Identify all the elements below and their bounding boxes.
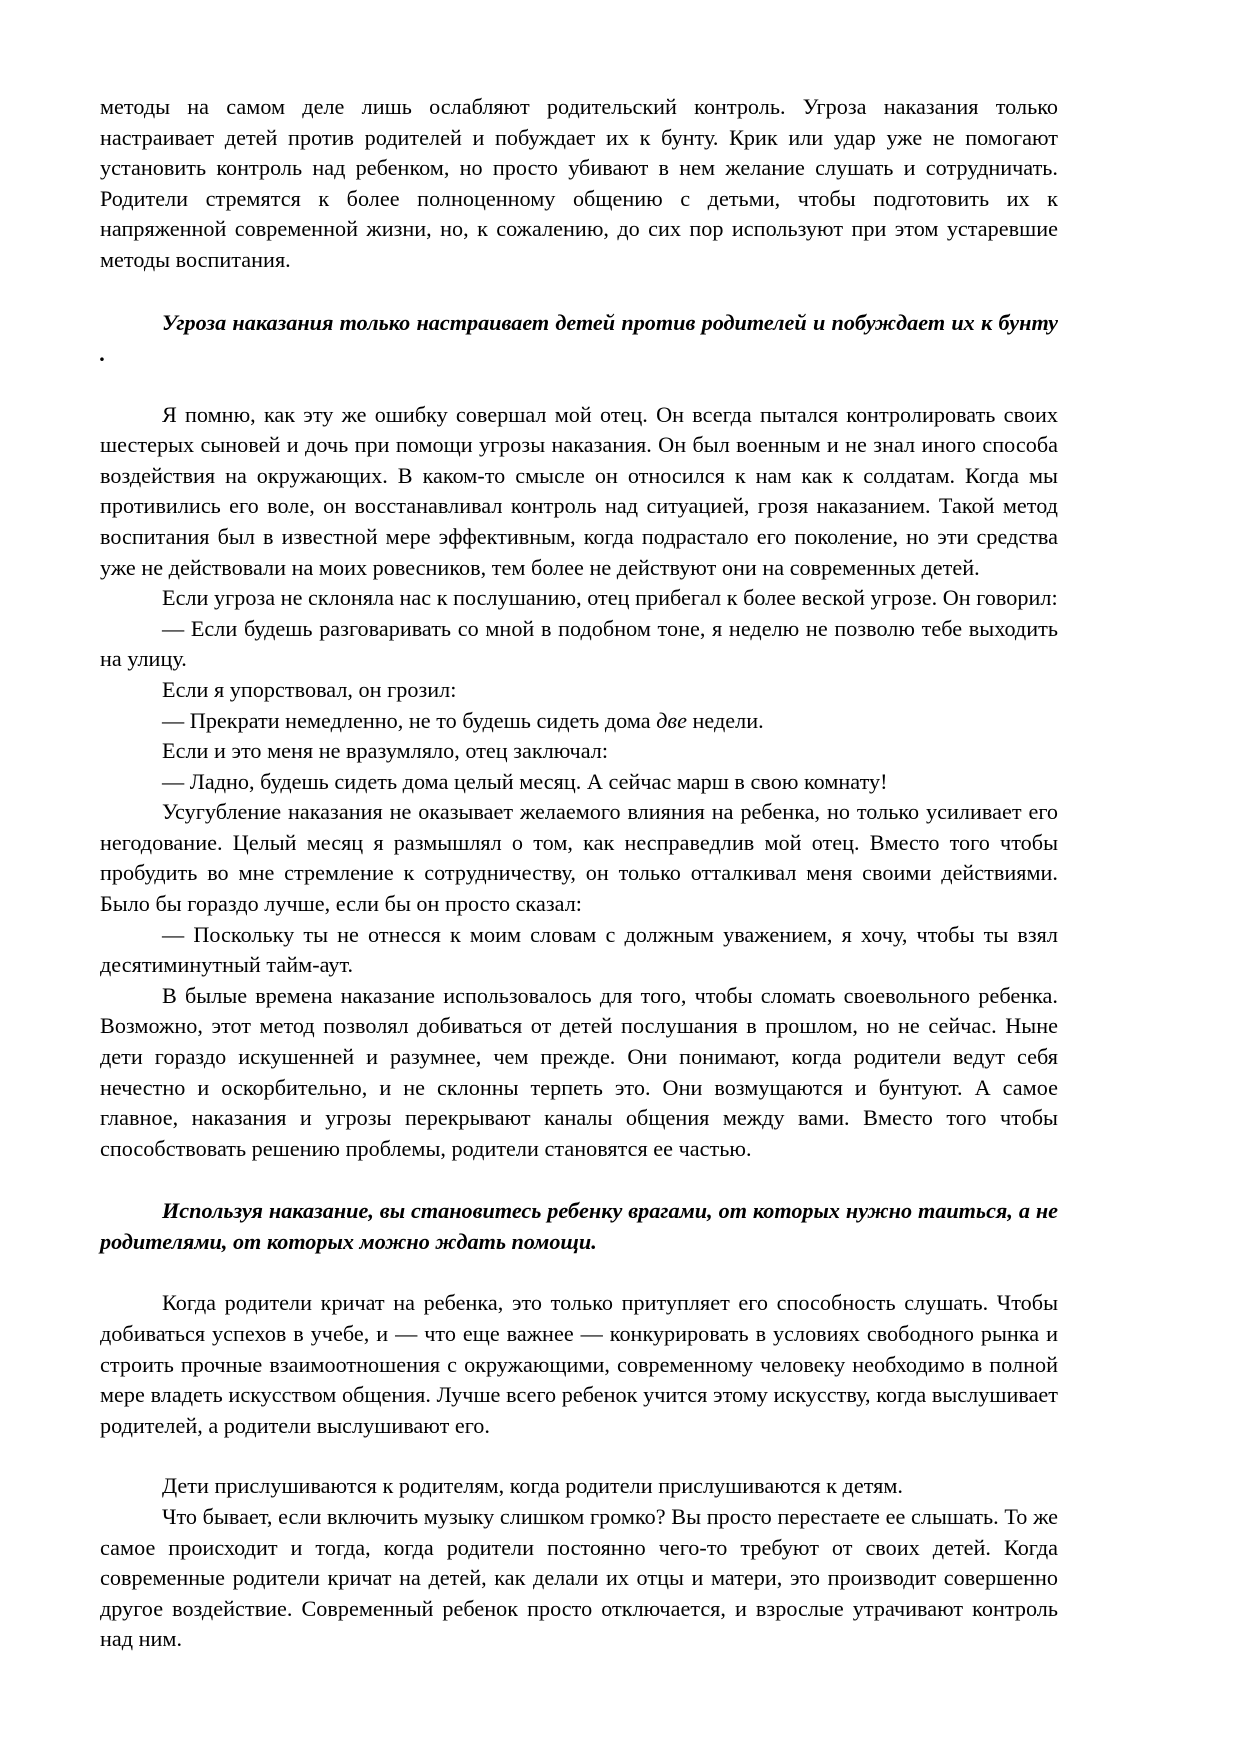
paragraph-if-that-failed: Если и это меня не вразумляло, отец заключал: [162,738,609,764]
paragraph-yelling-dulls-listening: Когда родители кричат на ребенка, это только притупляет его способность слушать. Чтобы добиваться успехов в учебе, и — что еще важнее — конкурировать в условиях свободного рынка и строить прочные взаимоотношения с окружающими, современному человеку необходимо в полной мере владеть искусством общения. Лучше всего ребенок учится этому искусству, когда выслушивает родителей, а родители выслушивают его. [100,1290,1058,1438]
spacer-before-quote-2 [100,1164,1058,1195]
dialogue-run-1: — Прекрати немедленно, не то будешь сидеть дома [162,707,657,733]
paragraph-loud-music-analogy: Что бывает, если включить музыку слишком громко? Вы просто перестаете ее слышать. То же самое происходит и тогда, когда родители постоянно чего-то требуют от своих детей. Когда современные родители кричат на детей, как делали их отцы и матери, это производит совершенно другое воздействие. Современный ребенок просто отключается, и взрослые утрачивают контроль над ним. [100,1503,1058,1652]
page-text-body [100,92,1058,1655]
dialogue-line-two-weeks [100,706,1058,737]
spacer-after-quote-2 [100,1257,1058,1288]
spacer-before-quote-1 [100,276,1058,307]
emphasis-word-two: две [656,707,687,733]
paragraph-father-memory: Я помню, как эту же ошибку совершал мой отец. Он всегда пытался контролировать своих шестерых сыновей и дочь при помощи угрозы наказания. Он был военным и не знал иного способа воздействия на окружающих. В каком-то смысле он относился к нам как к солдатам. Когда мы противились его воле, он восстанавливал контроль над ситуацией, грозя наказанием. Такой метод воспитания был в известной мере эффективным, когда подрастало его поколение, но эти средства уже не действовали на моих ровесников, тем более не действуют они на современных детей. [100,401,1058,580]
paragraph-punishment-escalation-effect: Усугубление наказания не оказывает желаемого влияния на ребенка, но только усиливает его негодование. Целый месяц я размышлял о том, как несправедлив мой отец. Вместо того чтобы пробудить во мне стремление к сотрудничеству, он только отталкивал меня своими действиями. Было бы гораздо лучше, если бы он просто сказал: [100,799,1058,917]
pull-quote-2: Используя наказание, вы становитесь ребенку врагами, от которых нужно таиться, а не родителями, от которых можно ждать помощи. [100,1198,1058,1255]
paragraph-continuation: методы на самом деле лишь ослабляют родительский контроль. Угроза наказания только настраивает детей против родителей и побуждает их к бунту. Крик или удар уже не помогают установить контроль над ребенком, но просто убивают в нем желание слушать и сотрудничать. Родители стремятся к более полноценному общению с детьми, чтобы подготовить их к напряженной современной жизни, но, к сожалению, до сих пор используют при этом устаревшие методы воспитания. [100,94,1058,272]
paragraph-old-times-punishment: В былые времена наказание использовалось для того, чтобы сломать своевольного ребенка. Возможно, этот метод позволял добиваться от детей послушания в прошлом, но не сейчас. Ныне дети гораздо искушенней и разумнее, чем прежде. Они понимают, когда родители ведут себя нечестно и оскорбительно, и не склонны терпеть это. Они возмущаются и бунтуют. А самое главное, наказания и угрозы перекрывают каналы общения между вами. Вместо того чтобы способствовать решению проблемы, родители становятся ее частью. [100,982,1058,1161]
dialogue-line-timeout: — Поскольку ты не отнесся к моим словам с должным уважением, я хочу, чтобы ты взял десятиминутный тайм-аут. [100,921,1058,978]
dialogue-run-3: недели. [686,707,764,733]
paragraph-threat-escalation: Если угроза не склоняла нас к послушанию, отец прибегал к более веской угрозе. Он говорил: [162,585,1058,611]
spacer-after-quote-1 [100,369,1058,400]
paragraph-if-i-persisted: Если я упорствовал, он грозил: [162,676,457,702]
pull-quote-1: Угроза наказания только настраивает детей против родителей и побуждает их к бунту . [100,309,1058,366]
paragraph-children-listen-maxim: Дети прислушиваются к родителям, когда родители прислушиваются к детям. [162,1473,904,1499]
spacer-before-maxim [100,1441,1058,1471]
dialogue-line-whole-month: — Ладно, будешь сидеть дома целый месяц. А сейчас марш в свою комнату! [162,768,888,794]
dialogue-line-week-grounding: — Если будешь разговаривать со мной в подобном тоне, я неделю не позволю тебе выходить на улицу. [100,615,1058,672]
